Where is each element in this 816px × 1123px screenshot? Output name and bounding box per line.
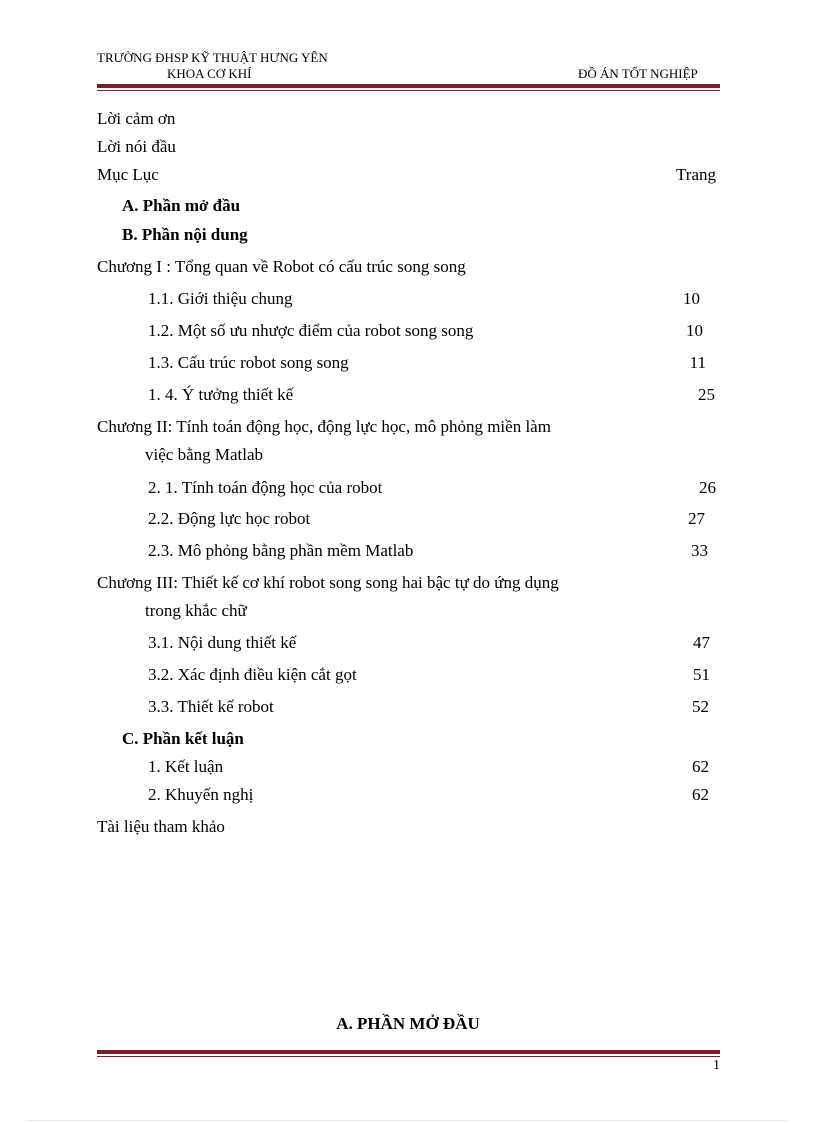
toc-page-3-1: 47 <box>693 633 710 652</box>
toc-page-3-2: 51 <box>693 665 710 684</box>
toc-page-1-3: 11 <box>689 353 706 372</box>
toc-item-3-3: 3.3. Thiết kế robot <box>148 697 274 716</box>
toc-item-3-2: 3.2. Xác định điều kiện cắt gọt <box>148 665 357 684</box>
toc-item-1-1: 1.1. Giới thiệu chung <box>148 289 293 308</box>
toc-chapter-3-line1: Chương III: Thiết kế cơ khí robot song song hai bậc tự do ứng dụng <box>97 573 559 592</box>
header-school: TRƯỜNG ĐHSP KỸ THUẬT HƯNG YÊN <box>97 50 328 65</box>
toc-item-1-3: 1.3. Cấu trúc robot song song <box>148 353 349 372</box>
toc-page-1-4: 25 <box>698 385 715 404</box>
toc-item-c-1: 1. Kết luận <box>148 757 224 776</box>
toc-chapter-1: Chương I : Tổng quan về Robot có cấu trúc song song <box>97 257 466 276</box>
footer-rule-thin <box>97 1056 720 1057</box>
toc-thanks: Lời cảm ơn <box>97 109 176 128</box>
toc-contents: Mục Lục <box>97 165 159 184</box>
toc-page-header: Trang <box>676 165 716 184</box>
header-project: ĐỒ ÁN TỐT NGHIỆP <box>578 66 698 81</box>
toc-preface: Lời nói đầu <box>97 137 176 156</box>
toc-chapter-2-line2: việc bằng Matlab <box>145 445 264 464</box>
toc-page-2-3: 33 <box>691 541 708 560</box>
section-title: A. PHẦN MỞ ĐẦU <box>336 1014 480 1033</box>
toc-item-2-2: 2.2. Động lực học robot <box>148 509 311 528</box>
toc-item-c-2: 2. Khuyến nghị <box>148 785 254 804</box>
toc-item-1-4: 1. 4. Ý tưởng thiết kế <box>148 385 294 404</box>
toc-item-2-3: 2.3. Mô phỏng bằng phần mềm Matlab <box>148 541 414 560</box>
toc-chapter-3-line2: trong khắc chữ <box>145 601 247 620</box>
header-faculty: KHOA CƠ KHÍ <box>167 66 252 81</box>
header-rule <box>97 84 720 88</box>
toc-page-3-3: 52 <box>692 697 709 716</box>
toc-chapter-2-line1: Chương II: Tính toán động học, động lực học, mô phỏng miền làm <box>97 417 551 436</box>
toc-item-2-1: 2. 1. Tính toán động học của robot <box>148 478 383 497</box>
toc-page-c-1: 62 <box>692 757 709 776</box>
toc-page-c-2: 62 <box>692 785 709 804</box>
toc-item-3-1: 3.1. Nội dung thiết kế <box>148 633 297 652</box>
toc-item-1-2: 1.2. Một số ưu nhược điểm của robot song song <box>148 321 474 340</box>
toc-part-b: B. Phần nội dung <box>122 225 248 244</box>
toc-page-2-1: 26 <box>699 478 716 497</box>
toc-page-1-2: 10 <box>686 321 703 340</box>
header-rule-thin <box>97 90 720 91</box>
toc-references: Tài liệu tham khảo <box>97 817 225 836</box>
toc-part-c: C. Phần kết luận <box>122 729 244 748</box>
footer-rule <box>97 1050 720 1054</box>
toc-page-2-2: 27 <box>688 509 705 528</box>
toc-page-1-1: 10 <box>683 289 700 308</box>
toc-part-a: A. Phần mở đầu <box>122 196 241 215</box>
page-number: 1 <box>713 1058 720 1073</box>
page-edge-divider <box>28 1120 788 1121</box>
